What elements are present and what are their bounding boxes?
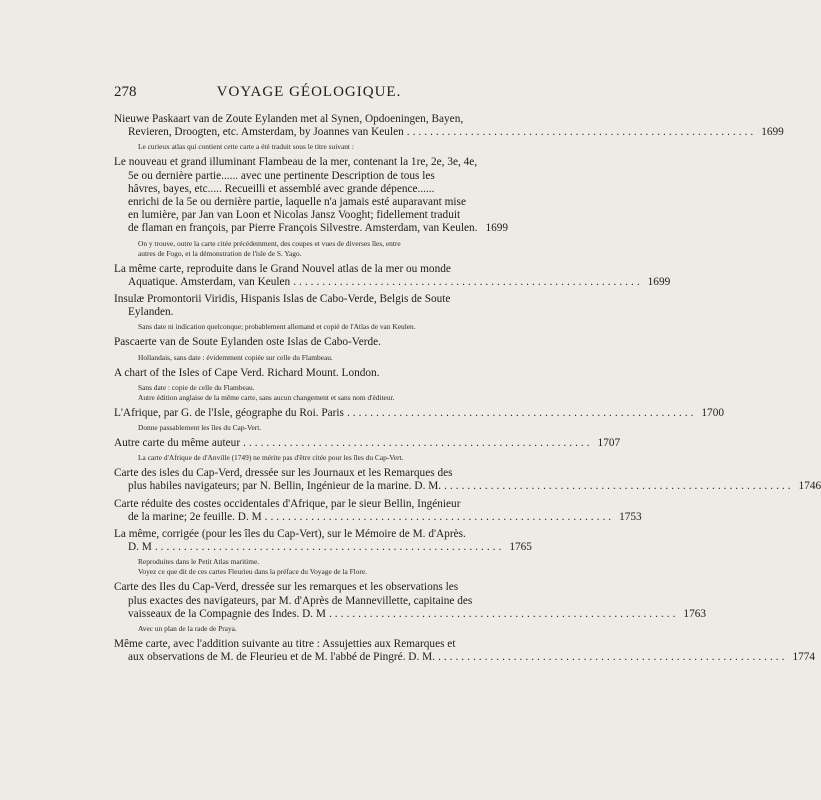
entry-line xyxy=(114,437,621,450)
catalog-entry xyxy=(114,293,484,319)
catalog-entry xyxy=(114,113,784,139)
entry-text: aux observations de M. de Fleurieu et de M. l'abbé de Pingré. D. M. xyxy=(128,651,435,664)
entry-note xyxy=(138,322,484,332)
entry-note xyxy=(138,142,484,152)
note-line: Voyez ce que dit de ces cartes Fleurieu dans la préface du Voyage de la Flore. xyxy=(138,567,368,577)
entry-line xyxy=(114,126,784,139)
note-line: La carte d'Afrique de d'Anville (1749) ne mérite pas d'être citée pour les îles du Cap-Vert. xyxy=(138,453,404,463)
catalog-entry xyxy=(114,437,621,450)
catalog-entry xyxy=(114,262,671,289)
leader-dots: ............................................................ xyxy=(264,510,615,523)
entry-note xyxy=(138,353,484,363)
entry-note xyxy=(138,557,484,577)
entry-note xyxy=(138,239,484,259)
entry-line xyxy=(114,510,642,524)
entry-note xyxy=(138,453,484,463)
note-line: autres de Fogo, et la démonstration de l'isle de S. Yago. xyxy=(138,248,302,258)
catalog-entry xyxy=(114,406,724,420)
entry-year: 1707 xyxy=(597,437,621,450)
entry-line: enrichi de la 5e ou dernière partie, laquelle n'a jamais esté auparavant mise xyxy=(128,196,466,209)
leader-dots: ............................................................ xyxy=(328,607,679,620)
entry-text: Revieren, Droogten, etc. Amsterdam, by Joannes van Keulen xyxy=(128,126,404,139)
entry-text: de flaman en françois, par Pierre François Silvestre. Amsterdam, van Keulen. xyxy=(128,222,478,235)
entry-text: plus habiles navigateurs; par N. Bellin, Ingénieur de la marine. D. M. xyxy=(128,480,442,493)
entry-text: Aquatique. Amsterdam, van Keulen xyxy=(128,275,291,288)
entry-line: Carte des isles du Cap-Verd, dressée sur les Journaux et les Remarques des xyxy=(114,467,453,480)
entry-year: 1700 xyxy=(701,406,724,419)
catalog-entry xyxy=(114,497,642,524)
note-line: Reproduites dans le Petit Atlas maritime. xyxy=(138,557,260,567)
entry-line xyxy=(114,275,671,289)
entry-line: Eylanden. xyxy=(128,306,174,319)
catalog-entry xyxy=(114,336,484,349)
entry-text: L'Afrique, par G. de l'Isle, géographe du Roi. Paris xyxy=(114,406,344,419)
entry-line: Même carte, avec l'addition suivante au titre : Assujetties aux Remarques et xyxy=(114,638,456,651)
catalog-entry xyxy=(114,367,484,380)
entry-note xyxy=(138,383,484,403)
entry-line: Le nouveau et grand illuminant Flambeau de la mer, contenant la 1re, 2e, 3e, 4e, xyxy=(114,156,478,169)
entry-text: D. M xyxy=(128,541,152,554)
catalog-entry xyxy=(114,467,821,493)
entry-line: A chart of the Isles of Cape Verd. Richard Mount. London. xyxy=(114,366,380,379)
leader-dots: ............................................................ xyxy=(346,406,697,419)
entry-year: 1763 xyxy=(683,607,707,620)
page-header xyxy=(114,84,484,101)
entry-year: 1774 xyxy=(792,651,816,664)
entry-note xyxy=(138,624,484,634)
entry-year: 1765 xyxy=(509,541,532,554)
catalog-entry xyxy=(114,528,532,554)
entry-line: en lumière, par Jan van Loon et Nicolas Jansz Vooght; fidellement traduit xyxy=(128,209,461,222)
entry-text: vaisseaux de la Compagnie des Indes. D. M xyxy=(128,607,326,620)
leader-dots: ............................................................ xyxy=(444,480,794,493)
entry-line xyxy=(114,541,532,554)
entry-line: Insulæ Promontorii Viridis, Hispanis Islas de Cabo-Verde, Belgis de Soute xyxy=(114,293,451,306)
entry-year: 1699 xyxy=(761,126,784,139)
catalog-entry xyxy=(114,581,707,621)
entry-line: plus exactes des navigateurs, par M. d'Après de Mannevillette, capitaine des xyxy=(128,594,473,607)
entry-line xyxy=(114,406,724,420)
entry-line: Nieuwe Paskaart van de Zoute Eylanden met al Synen, Opdoeningen, Bayen, xyxy=(114,113,464,125)
entry-line: hâvres, bayes, etc..... Recueilli et assemblé avec grande dépence...... xyxy=(128,182,435,195)
entry-line xyxy=(114,651,816,664)
leader-dots: ............................................................ xyxy=(438,651,788,664)
catalog-entry xyxy=(114,638,816,664)
note-line: Le curieux atlas qui contient cette carte a été traduit sous le titre suivant : xyxy=(138,142,354,152)
leader-dots: ............................................................ xyxy=(243,437,593,450)
entry-year: 1746 xyxy=(798,480,821,493)
entry-note xyxy=(138,423,484,433)
entry-text: de la marine; 2e feuille. D. M xyxy=(128,510,262,523)
catalog-entry xyxy=(114,156,509,235)
entry-text: Autre carte du même auteur xyxy=(114,437,241,450)
leader-dots: ............................................................ xyxy=(406,126,757,139)
note-line: Avec un plan de la rade de Praya. xyxy=(138,624,237,634)
entry-line: La même carte, reproduite dans le Grand Nouvel atlas de la mer ou monde xyxy=(114,262,451,275)
leader-dots: ............................................................ xyxy=(154,541,505,554)
entry-line xyxy=(114,480,821,493)
entry-line: La même, corrigée (pour les îles du Cap-Vert), sur le Mémoire de M. d'Après. xyxy=(114,528,466,541)
entry-line xyxy=(114,607,707,621)
entry-year: 1699 xyxy=(485,222,509,235)
entry-line: 5e ou dernière partie...... avec une pertinente Description de tous les xyxy=(128,169,435,182)
entry-line: Carte des Iles du Cap-Verd, dressée sur les remarques et les observations les xyxy=(114,581,459,594)
note-line: Hollandais, sans date : évidemment copiée sur celle du Flambeau. xyxy=(138,352,333,362)
entry-year: 1753 xyxy=(619,510,642,523)
page-number: 278 xyxy=(114,84,137,100)
entry-year: 1699 xyxy=(647,275,671,288)
leader-dots: ............................................................ xyxy=(293,275,643,288)
entry-line xyxy=(114,222,509,235)
bibliography-list xyxy=(114,109,821,664)
running-title: VOYAGE GÉOLOGIQUE. xyxy=(216,84,402,100)
note-line: Autre édition anglaise de la même carte, sans aucun changement et sans nom d'éditeur. xyxy=(138,392,395,402)
note-line: On y trouve, outre la carte citée précédemment, des coupes et vues de diverses îles, entre xyxy=(138,238,401,248)
note-line: Sans date ni indication quelconque; probablement allemand et copié de l'Atlas de van Keulen. xyxy=(138,322,416,332)
note-line: Donne passablement les îles du Cap-Vert. xyxy=(138,423,262,433)
note-line: Sans date : copie de celle du Flambeau. xyxy=(138,382,255,392)
entry-line: Pascaerte van de Soute Eylanden oste Islas de Cabo-Verde. xyxy=(114,336,381,349)
entry-line: Carte réduite des costes occidentales d'Afrique, par le sieur Bellin, Ingénieur xyxy=(114,497,461,510)
